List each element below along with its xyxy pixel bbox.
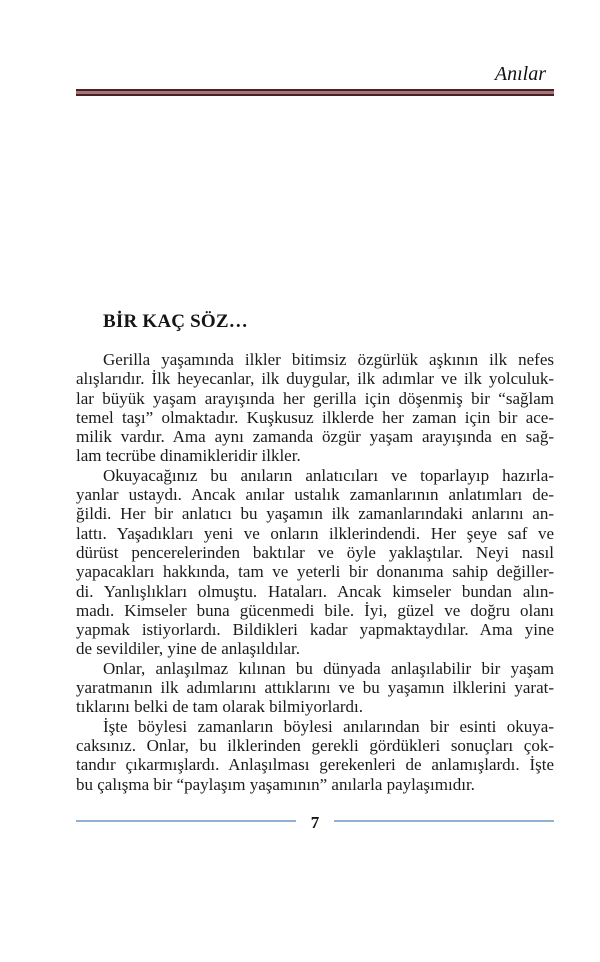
text-line: İşte böylesi zamanların böylesi anılarından bir esinti okuya- (103, 716, 554, 736)
text-line: ğildi. Her bir anlatıcı bu yaşamın ilk zamanlarındaki anlarını an- (76, 504, 554, 524)
text-line: yapmak istiyorlardı. Bildikleri kadar yapmaktaydılar. Ama yine (76, 620, 554, 640)
text-line: de sevildiler, yine de anlaşıldılar. (76, 639, 301, 659)
text-line: alışlarıdır. İlk heyecanlar, ilk duygular, ilk adımlar ve ilk yolculuk- (76, 369, 554, 389)
text-line: yaratmanın ilk adımlarını attıklarını ve bu yaşamın ilklerini yarat- (76, 678, 554, 698)
text-line: lar büyük yaşam arayışında her gerilla için döşenmiş bir “sağlam (76, 388, 554, 408)
text-line: Gerilla yaşamında ilkler bitimsiz özgürlük aşkının ilk nefes (103, 350, 554, 369)
text-line: lattı. Yaşadıkları yeni ve onların ilklerindendi. Her şeye saf ve (76, 523, 554, 543)
page-number: 7 (310, 812, 320, 832)
text-line: yanlar ustaydı. Ancak anılar ustalık zamanlarının anlatımları de- (76, 485, 554, 505)
footer-rule-right (334, 820, 554, 822)
text-line: temel taşı” olmaktadır. Kuşkusuz ilklerde her zaman için bir ace- (76, 407, 554, 427)
running-header-title: Anılar (494, 63, 546, 85)
text-line: di. Yanlışlıkları olmuştu. Hataları. Ancak kimseler bundan alın- (76, 581, 554, 601)
body-text (76, 350, 554, 794)
text-line: milik vardır. Ama aynı zamanda özgür yaşam arayışında en sağ- (76, 427, 554, 447)
text-line: dürüst pencerelerinden baktılar ve öyle yaklaştılar. Neyi nasıl (76, 542, 554, 562)
paragraph (76, 466, 554, 659)
paragraph (76, 659, 554, 717)
text-line: Okuyacağınız bu anıların anlatıcıları ve toparlayıp hazırla- (103, 465, 554, 485)
section-heading: BİR KAÇ SÖZ… (103, 311, 248, 332)
text-line: madı. Kimseler buna gücenmedi bile. İyi, güzel ve doğru olanı (76, 600, 554, 620)
paragraph (76, 717, 554, 794)
text-line: bu çalışma bir “paylaşım yaşamının” anılarla paylaşımıdır. (76, 774, 475, 794)
text-line: caksınız. Onlar, bu ilklerinden gerekli gördükleri sonuçları çok- (76, 735, 554, 755)
page-header (76, 62, 554, 96)
text-line: tandır çıkarmışlardı. Anlaşılması gerekenleri de anlamışlardı. İşte (76, 755, 554, 775)
page-footer (76, 814, 554, 832)
book-page (0, 62, 600, 962)
text-line: tıklarını belki de tam olarak bilmiyorlardı. (76, 697, 364, 717)
footer-rule-left (76, 820, 296, 822)
text-line: Onlar, anlaşılmaz kılınan bu dünyada anlaşılabilir bir yaşam (103, 658, 554, 678)
text-line: yapacakları hakkında, tam ve yeterli bir donanıma sahip değiller- (76, 562, 554, 582)
text-line: lam tecrübe dinamikleridir ilkler. (76, 446, 301, 466)
header-rule (76, 89, 554, 96)
paragraph (76, 350, 554, 466)
